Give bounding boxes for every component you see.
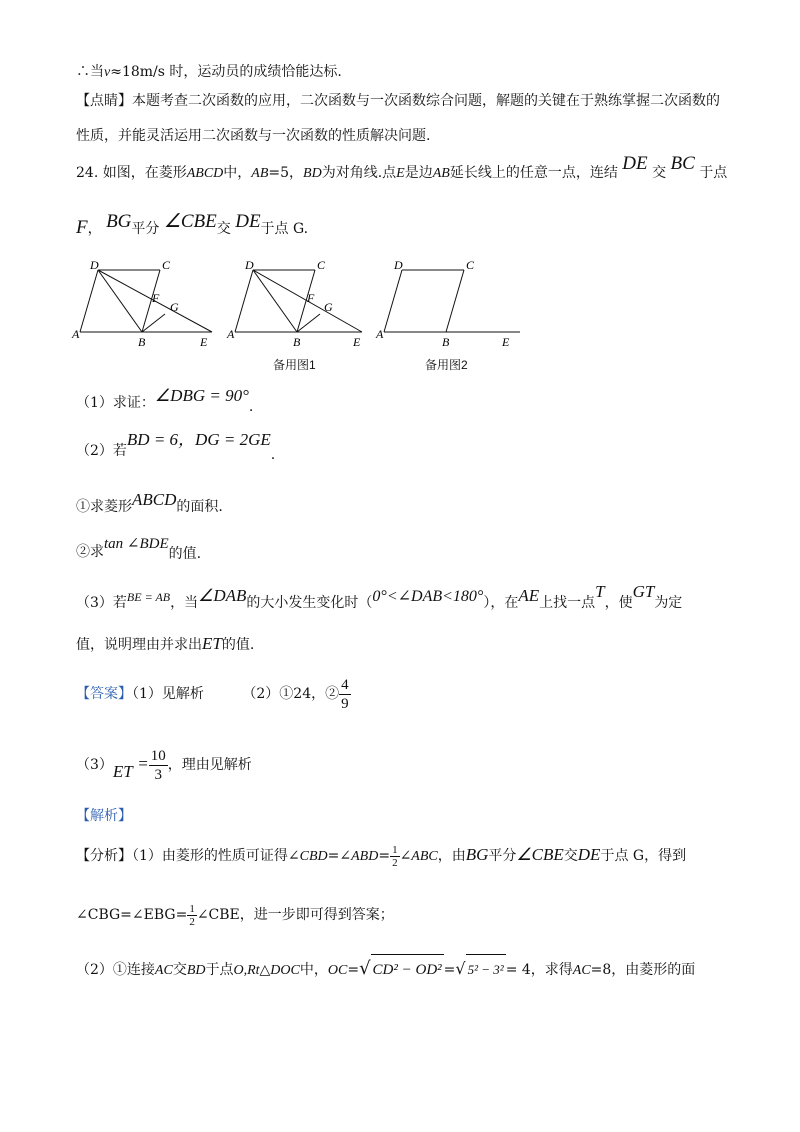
part-3-line-1: （3）若BE = AB，当∠DAB的大小发生变化时（0°<∠DAB<180°），在AE上找一点T，使GT为定 [76, 582, 683, 611]
answer-part-3: （3）ET = $\frac{10}{3}$ ，理由见解析 [76, 747, 252, 783]
fig1-label-f: F [152, 291, 160, 305]
answer-line: 【答案】（1）见解析 （2）①24，② $\frac{4}{9}$ [76, 676, 349, 712]
part-2-condition: （2）若BD = 6，DG = 2GE. [76, 430, 276, 463]
conclusion-line: ∴当v≈18m/s 时，运动员的成绩恰能达标. [76, 64, 342, 80]
fig1-label-d: D [90, 258, 99, 272]
analysis-line-1: 【分析】（1）由菱形的性质可证得∠CBD=∠ABD= $\frac{1}{2}$ ∠ABC，由BG平分∠CBE交DE于点 G，得到 [76, 843, 687, 869]
answer-tag: 【答案】 [76, 686, 132, 702]
fig1-label-a: A [72, 327, 80, 341]
question-24-line-1: 24. 如图，在菱形ABCD中，AB=5，BD为对角线.点E是边AB延长线上的任意一点，连结 DE 交 BC 于点 [76, 153, 728, 181]
comment-line-2: 性质，并能灵活运用二次函数与一次函数的性质解决问题. [76, 128, 431, 144]
fig3-label-c: C [466, 258, 475, 272]
fig3-label-b: B [442, 335, 450, 349]
half-fraction-2: $\frac{1}{2}$ [189, 902, 195, 928]
fig3-label-d: D [394, 258, 403, 272]
analysis-line-3: （2）①连接AC交BD于点O,Rt△DOC中，OC=√ CD² − OD² =√ 5² − 3² = 4，求得AC=8，由菱形的面 [76, 954, 695, 986]
half-fraction: $\frac{1}{2}$ [392, 843, 398, 869]
answer-3-fraction: $\frac{10}{3}$ [150, 747, 166, 783]
fig1-label-g: G [170, 300, 179, 314]
fig2-label-c: C [317, 258, 326, 272]
part-2-1: ①求菱形ABCD的面积. [76, 490, 223, 515]
fig1-label-c: C [162, 258, 171, 272]
fig2-label-b: B [293, 335, 301, 349]
part-2-2: ②求tan ∠BDE的值. [76, 536, 202, 562]
analysis-line-2: ∠CBG=∠EBG= $\frac{1}{2}$ ∠CBE，进一步即可得到答案； [76, 902, 394, 928]
figure-3 [384, 270, 520, 332]
fig2-label-a: A [227, 327, 235, 341]
answer-fraction: $\frac{4}{9}$ [341, 676, 349, 712]
fig3-label-e: E [502, 335, 510, 349]
figure-2 [235, 270, 362, 332]
analysis-tag: 【解析】 [76, 808, 132, 824]
geometry-figures [70, 258, 530, 358]
fig2-label-g: G [324, 300, 333, 314]
fig1-label-b: B [138, 335, 146, 349]
question-24-line-2: F， BG平分 ∠CBE交 DE于点 G. [76, 211, 309, 238]
fig3-label-a: A [376, 327, 384, 341]
fig2-label-f: F [307, 291, 315, 305]
fig2-label-e: E [353, 335, 361, 349]
part-1-prove: （1）求证：∠DBG = 90°. [76, 386, 254, 415]
comment-line-1: 【点睛】本题考查二次函数的应用，二次函数与一次函数综合问题，解题的关键在于熟练掌握二次函数的 [76, 93, 720, 109]
fig1-label-e: E [200, 335, 208, 349]
part-3-line-2: 值，说明理由并求出ET的值. [76, 634, 255, 653]
caption-backup-figure-1: 备用图1 [273, 358, 316, 372]
caption-backup-figure-2: 备用图2 [425, 358, 468, 372]
figure-1 [80, 270, 212, 332]
fig2-label-d: D [245, 258, 254, 272]
